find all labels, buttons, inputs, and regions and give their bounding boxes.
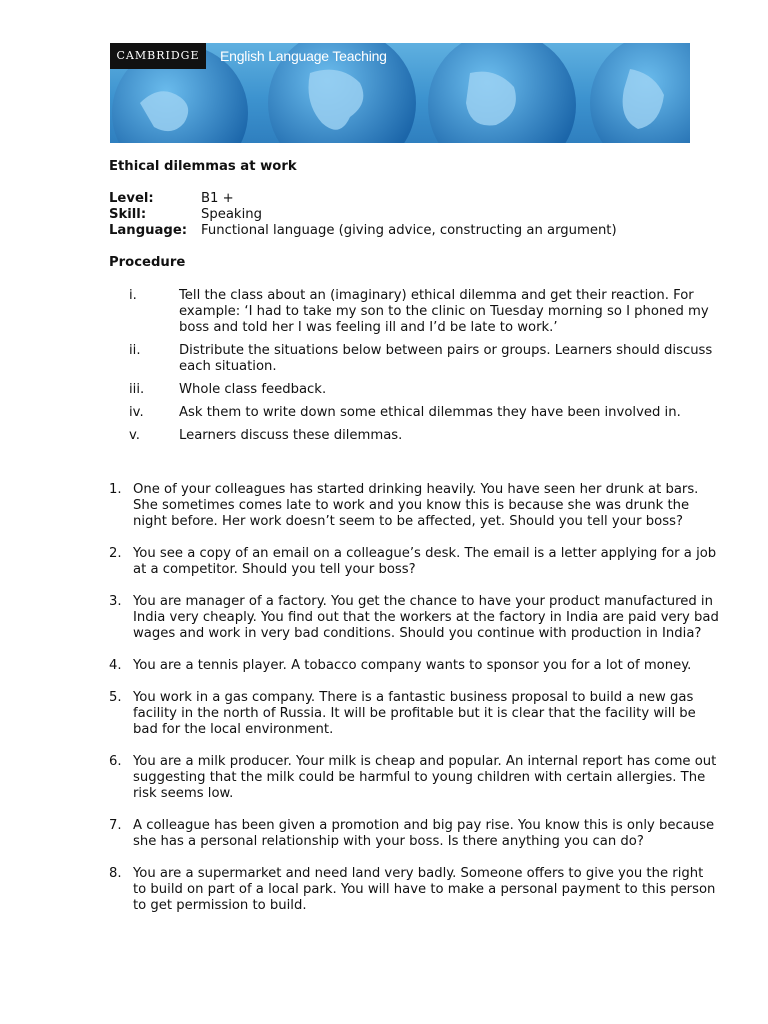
- document-body: [109, 159, 719, 930]
- step-number: iii.: [129, 382, 145, 397]
- situation-text: You work in a gas company. There is a fantastic business proposal to build a new gas facility in the north of Russia. It will be profitable but it is clear that the facility will be bad for the local environment.: [133, 690, 696, 737]
- step-text: Distribute the situations below between pairs or groups. Learners should discuss each situation.: [179, 343, 713, 374]
- situation-number: 1.: [109, 482, 122, 497]
- situation-number: 5.: [109, 690, 122, 705]
- situation-text: You are a supermarket and need land very badly. Someone offers to give you the right to build on part of a local park. You will have to make a personal payment to this person to get permission to build.: [133, 866, 716, 913]
- situation-item: [109, 594, 719, 642]
- meta-row-language: [109, 223, 719, 239]
- header-banner: [110, 43, 690, 143]
- situation-text: You are a milk producer. Your milk is cheap and popular. An internal report has come out suggesting that the milk could be harmful to young children with certain allergies. The risk seems low.: [133, 754, 717, 801]
- situation-text: You are manager of a factory. You get the chance to have your product manufactured in India very cheaply. You find out that the workers at the factory in India are paid very bad wages and work in very bad conditions. Should you continue with production in India?: [133, 594, 719, 641]
- situation-text: You are a tennis player. A tobacco company wants to sponsor you for a lot of money.: [133, 658, 692, 673]
- meta-row-level: [109, 191, 719, 207]
- cambridge-logo: CAMBRIDGE: [110, 43, 206, 69]
- step-text: Whole class feedback.: [179, 382, 327, 397]
- situation-text: One of your colleagues has started drinking heavily. You have seen her drunk at bars. She sometimes comes late to work and you know this is because she was drunk the night before. Her work doesn’t seem to be affected, yet. Should you tell your boss?: [133, 482, 699, 529]
- meta-value: Speaking: [201, 207, 262, 222]
- meta-row-skill: [109, 207, 719, 223]
- document-title: Ethical dilemmas at work: [109, 159, 297, 174]
- meta-block: [109, 191, 719, 239]
- step-number: v.: [129, 428, 140, 443]
- situation-number: 4.: [109, 658, 122, 673]
- situation-text: A colleague has been given a promotion and big pay rise. You know this is only because she has a personal relationship with your boss. Is there anything you can do?: [133, 818, 715, 849]
- meta-value: Functional language (giving advice, constructing an argument): [201, 223, 617, 238]
- step-text: Tell the class about an (imaginary) ethical dilemma and get their reaction. For example: ‘I had to take my son to the clinic on Tuesday morning so I phoned my boss and told her I was feeling ill and I’d be late to work.’: [179, 288, 709, 335]
- situation-item: [109, 658, 719, 674]
- situations-list: [109, 482, 719, 914]
- procedure-step: [109, 288, 719, 336]
- procedure-steps: [109, 288, 719, 444]
- situation-item: [109, 754, 719, 802]
- situation-item: [109, 690, 719, 738]
- step-text: Learners discuss these dilemmas.: [179, 428, 403, 443]
- situation-number: 2.: [109, 546, 122, 561]
- step-number: ii.: [129, 343, 141, 358]
- situation-item: [109, 482, 719, 530]
- banner-subtitle: English Language Teaching: [220, 48, 387, 64]
- situation-item: [109, 866, 719, 914]
- situation-number: 8.: [109, 866, 122, 881]
- step-text: Ask them to write down some ethical dilemmas they have been involved in.: [179, 405, 681, 420]
- meta-key: Language:: [109, 223, 188, 238]
- step-number: iv.: [129, 405, 144, 420]
- situation-item: [109, 546, 719, 578]
- meta-key: Level:: [109, 191, 154, 206]
- step-number: i.: [129, 288, 137, 303]
- meta-value: B1 +: [201, 191, 234, 206]
- procedure-step: [109, 382, 719, 398]
- procedure-step: [109, 428, 719, 444]
- situation-number: 6.: [109, 754, 122, 769]
- procedure-step: [109, 405, 719, 421]
- situation-text: You see a copy of an email on a colleague’s desk. The email is a letter applying for a job at a competitor. Should you tell your boss?: [133, 546, 717, 577]
- procedure-heading: Procedure: [109, 255, 186, 270]
- procedure-step: [109, 343, 719, 375]
- situation-item: [109, 818, 719, 850]
- situation-number: 3.: [109, 594, 122, 609]
- situation-number: 7.: [109, 818, 122, 833]
- meta-key: Skill:: [109, 207, 147, 222]
